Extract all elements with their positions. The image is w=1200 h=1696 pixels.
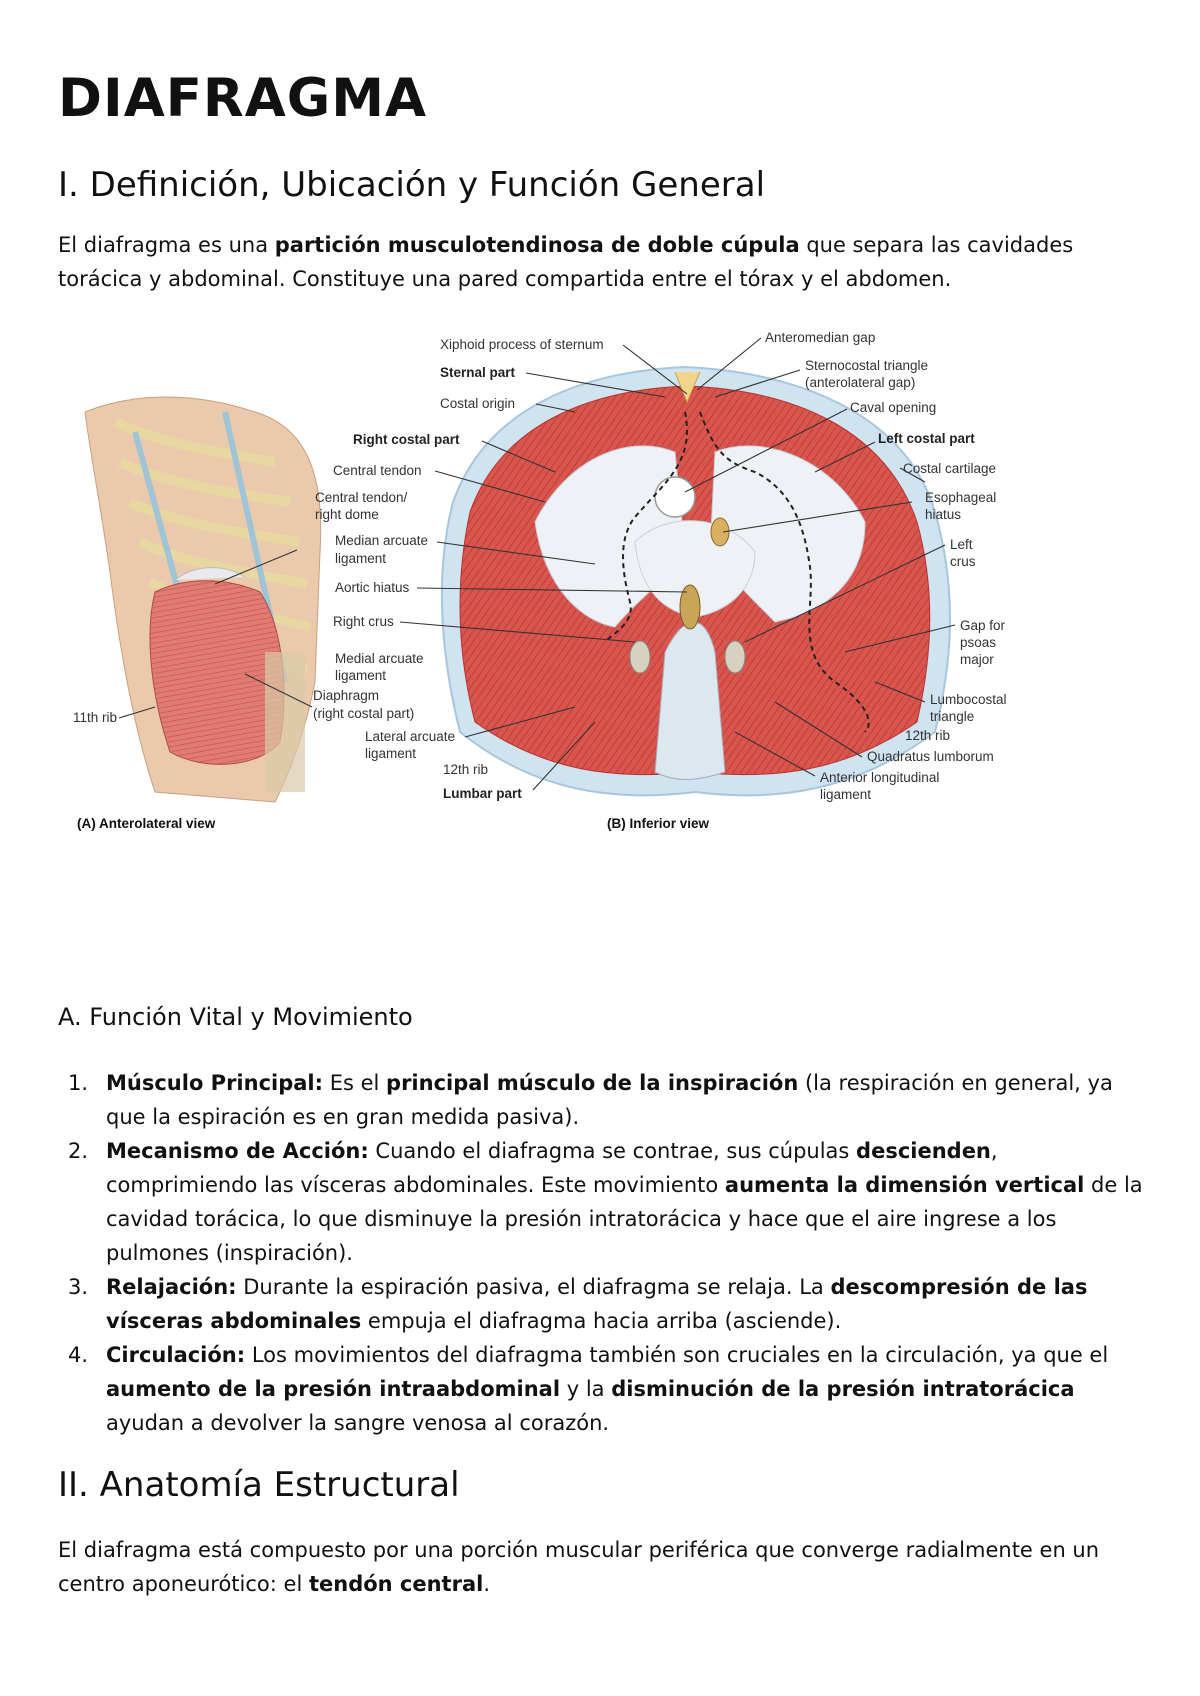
- label-right-crus: Right crus: [333, 614, 394, 629]
- label-esophageal-hiatus-2: hiatus: [925, 507, 962, 522]
- label-diaphragm-right-costal-2: (right costal part): [313, 706, 415, 721]
- label-diaphragm-right-costal: Diaphragm: [313, 688, 380, 703]
- label-median-arcuate: Median arcuate: [335, 533, 429, 548]
- label-11th-rib: 11th rib: [73, 710, 118, 725]
- emphasis-text: Mecanismo de Acción:: [106, 1139, 369, 1163]
- label-central-tendon-right-dome-2: right dome: [315, 507, 379, 522]
- emphasis-text: disminución de la presión intratorácica: [611, 1377, 1075, 1401]
- label-central-tendon: Central tendon: [333, 463, 422, 478]
- section-2-paragraph: El diafragma está compuesto por una porción muscular periférica que converge radialmente en un centro aponeurótico: el tendón central.: [58, 1538, 1100, 1596]
- view-b-illustration: [442, 367, 950, 795]
- label-central-tendon-right-dome: Central tendon/: [315, 490, 408, 505]
- label-12th-rib-left: 12th rib: [443, 762, 489, 777]
- emphasis-text: partición musculotendinosa de doble cúpula: [274, 233, 800, 257]
- subsection-a-heading: A. Función Vital y Movimiento: [58, 1003, 413, 1031]
- label-costal-origin: Costal origin: [440, 396, 516, 411]
- section-1-paragraph: El diafragma es una partición musculotendinosa de doble cúpula que separa las cavidades torácica y abdominal. Constituye una pared compartida entre el tórax y el abdomen.: [58, 233, 1074, 291]
- label-sternal-part: Sternal part: [440, 365, 516, 380]
- function-list: [58, 1066, 1148, 1440]
- list-number: 4.: [68, 1343, 89, 1367]
- label-left-crus-2: crus: [950, 554, 976, 569]
- label-median-arcuate-2: ligament: [335, 551, 387, 566]
- list-item-text: Relajación: Durante la espiración pasiva, el diafragma se relaja. La descompresión de las vísceras abdominales empuja el diafragma hacia arriba (asciende).: [106, 1275, 1088, 1333]
- list-item-text: Circulación: Los movimientos del diafragma también son cruciales en la circulación, ya que el aumento de la presión intraabdominal y la disminución de la presión intratorácica ayudan a devolver la sangre venosa al corazón.: [106, 1343, 1109, 1435]
- label-12th-rib-right: 12th rib: [905, 728, 951, 743]
- label-gap-psoas-2: psoas: [960, 635, 997, 650]
- emphasis-text: aumento de la presión intraabdominal: [106, 1377, 561, 1401]
- emphasis-text: Circulación:: [106, 1343, 246, 1367]
- emphasis-text: principal músculo de la inspiración: [386, 1071, 799, 1095]
- label-anterior-longitudinal-2: ligament: [820, 787, 872, 802]
- diaphragm-anatomy-figure: [73, 330, 1110, 910]
- emphasis-text: descompresión de las vísceras abdominales: [106, 1275, 1088, 1333]
- label-sternocostal-triangle-2: (anterolateral gap): [805, 375, 916, 390]
- label-medial-arcuate-2: ligament: [335, 668, 387, 683]
- list-item: [58, 1066, 1148, 1134]
- label-quadratus-lumborum: Quadratus lumborum: [867, 749, 994, 764]
- section-1-heading: I. Definición, Ubicación y Función General: [58, 165, 766, 205]
- label-lumbocostal: Lumbocostal: [930, 692, 1007, 707]
- label-gap-psoas: Gap for: [960, 618, 1006, 633]
- list-number: 2.: [68, 1139, 89, 1163]
- label-lateral-arcuate: Lateral arcuate: [365, 729, 456, 744]
- label-xiphoid: Xiphoid process of sternum: [440, 337, 604, 352]
- view-a-illustration: [85, 397, 321, 802]
- label-aortic-hiatus: Aortic hiatus: [335, 580, 410, 595]
- label-gap-psoas-3: major: [960, 652, 994, 667]
- label-left-crus: Left: [950, 537, 973, 552]
- document-title: DIAFRAGMA: [58, 68, 428, 129]
- emphasis-text: Músculo Principal:: [106, 1071, 324, 1095]
- caption-view-b: (B) Inferior view: [607, 816, 710, 831]
- label-anteromedian-gap: Anteromedian gap: [765, 330, 876, 345]
- list-number: 3.: [68, 1275, 89, 1299]
- label-sternocostal-triangle: Sternocostal triangle: [805, 358, 929, 373]
- list-item: [58, 1338, 1148, 1440]
- label-right-costal-part: Right costal part: [353, 432, 460, 447]
- label-anterior-longitudinal: Anterior longitudinal: [820, 770, 940, 785]
- label-caval-opening: Caval opening: [850, 400, 937, 415]
- list-number: 1.: [68, 1071, 89, 1095]
- section-2-heading: II. Anatomía Estructural: [58, 1465, 460, 1505]
- list-item-text: Músculo Principal: Es el principal músculo de la inspiración (la respiración en general, ya que la espiración es en gran medida pasiva).: [106, 1071, 1113, 1129]
- list-item: [58, 1270, 1148, 1338]
- emphasis-text: Relajación:: [106, 1275, 237, 1299]
- label-left-costal-part: Left costal part: [878, 431, 975, 446]
- label-medial-arcuate: Medial arcuate: [335, 651, 424, 666]
- caption-view-a: (A) Anterolateral view: [77, 816, 216, 831]
- emphasis-text: aumenta la dimensión vertical: [724, 1173, 1085, 1197]
- list-item-text: Mecanismo de Acción: Cuando el diafragma se contrae, sus cúpulas descienden, comprimiendo las vísceras abdominales. Este movimiento aumenta la dimensión vertical de la cavidad torácica, lo que disminuye la presión intratorácica y hace que el aire ingrese a los pulmones (inspiración).: [106, 1139, 1143, 1265]
- label-lumbar-part: Lumbar part: [443, 786, 522, 801]
- list-item: [58, 1134, 1148, 1270]
- label-lumbocostal-2: triangle: [930, 709, 975, 724]
- label-lateral-arcuate-2: ligament: [365, 746, 417, 761]
- emphasis-text: tendón central: [308, 1572, 484, 1596]
- label-costal-cartilage: Costal cartilage: [903, 461, 997, 476]
- label-esophageal-hiatus: Esophageal: [925, 490, 997, 505]
- anatomy-illustration: [73, 330, 1110, 910]
- emphasis-text: descienden: [856, 1139, 991, 1163]
